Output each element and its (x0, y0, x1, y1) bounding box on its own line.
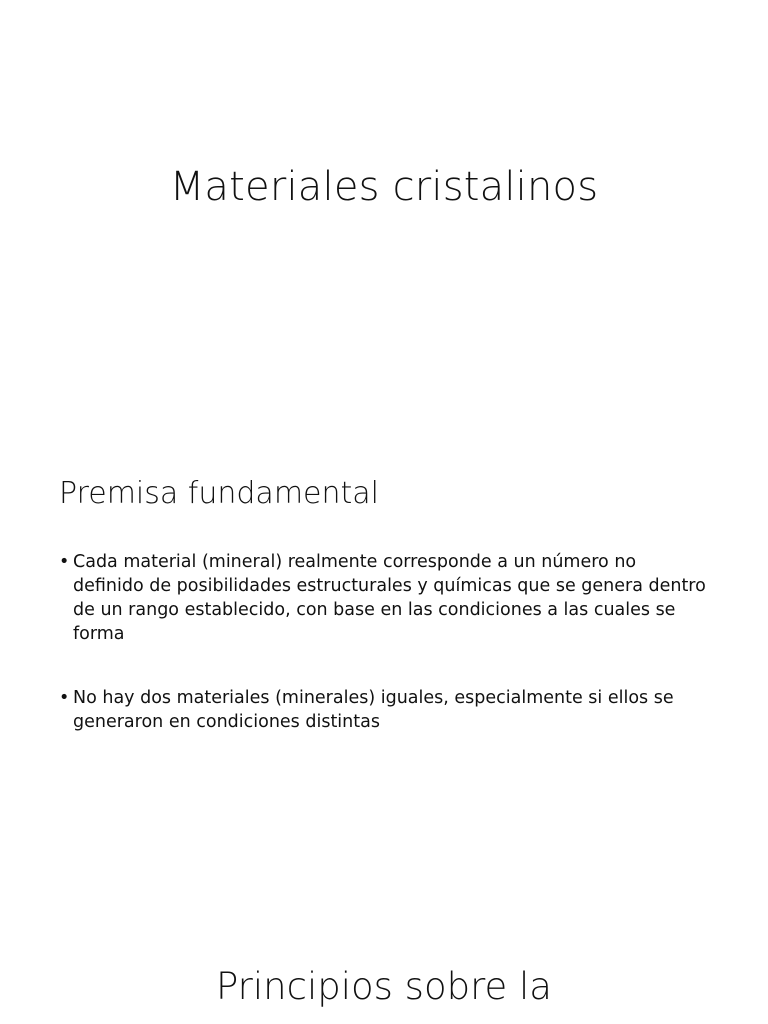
slide-premisa-fundamental (0, 430, 768, 910)
bullet-item (59, 550, 709, 646)
slide-materiales-cristalinos (0, 0, 768, 400)
bullet-item (59, 686, 709, 734)
slide-title: Materiales cristalinos (169, 164, 599, 210)
slide-heading: Premisa fundamental (59, 476, 379, 511)
slide-title: Principios sobre la (216, 965, 552, 1008)
bullet-list (59, 550, 709, 774)
bullet-text: Cada material (mineral) realmente corresponde a un número no definido de posibilidades estructurales y químicas que se genera dentro de un rango establecido, con base en las condiciones a las cuales se forma (73, 552, 706, 644)
bullet-text: No hay dos materiales (minerales) iguales, especialmente si ellos se generaron en condiciones distintas (73, 688, 674, 732)
slide-principios (0, 940, 768, 1024)
bullet-marker: • (59, 688, 70, 708)
bullet-marker: • (59, 552, 70, 572)
